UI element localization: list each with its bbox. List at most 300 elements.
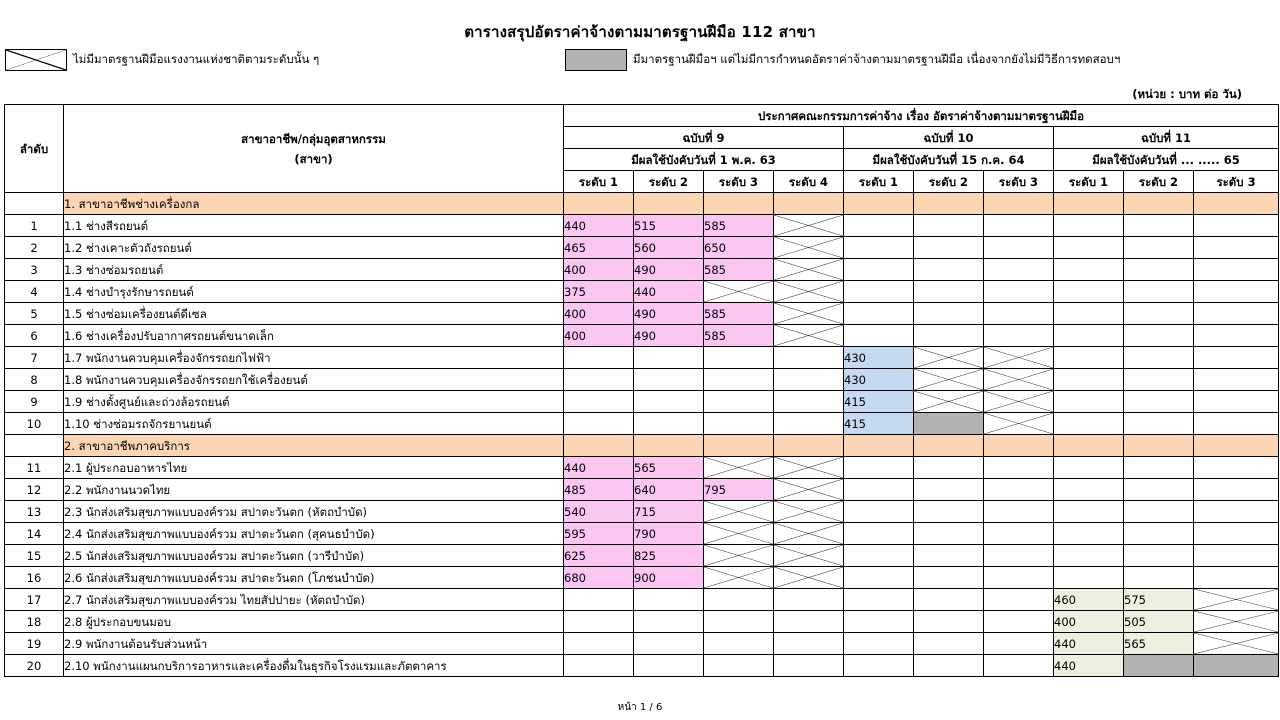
empty-cell [704,655,774,677]
empty-cell [984,325,1054,347]
table-row [5,237,1279,259]
empty-cell [564,369,634,391]
wage-value: 560 [634,237,704,259]
wage-value: 430 [844,369,914,391]
empty-cell [1124,237,1194,259]
branch-name: 2.2 พนักงานนวดไทย [64,479,564,501]
row-number: 7 [5,347,64,369]
header-issue-9: ฉบับที่ 9 [564,127,844,149]
section-no-cell [5,435,64,457]
row-number: 13 [5,501,64,523]
empty-cell [1194,281,1279,303]
wage-value: 565 [634,457,704,479]
empty-cell [984,215,1054,237]
header-level-3: ระดับ 3 [704,171,774,193]
table-body [5,193,1279,677]
row-number: 5 [5,303,64,325]
empty-cell [1194,567,1279,589]
wage-value: 795 [704,479,774,501]
section-fill-cell [1124,435,1194,457]
no-standard-cell [774,479,844,501]
cross-mark-icon [774,215,843,236]
header-level-2: ระดับ 2 [1124,171,1194,193]
empty-cell [1124,215,1194,237]
empty-cell [774,611,844,633]
row-number: 9 [5,391,64,413]
section-fill-cell [984,435,1054,457]
row-number: 18 [5,611,64,633]
empty-cell [1124,369,1194,391]
no-standard-cell [774,325,844,347]
cross-mark-icon [704,567,773,588]
table-row [5,567,1279,589]
empty-cell [914,501,984,523]
section-fill-cell [774,193,844,215]
section-fill-cell [844,435,914,457]
section-no-cell [5,193,64,215]
no-rate-cell [1124,655,1194,677]
empty-cell [564,413,634,435]
empty-cell [914,589,984,611]
empty-cell [564,655,634,677]
empty-cell [774,391,844,413]
cross-mark-icon [984,391,1053,412]
cross-mark-icon [704,457,773,478]
header-level-1: ระดับ 1 [844,171,914,193]
empty-cell [844,281,914,303]
no-standard-cell [704,281,774,303]
no-standard-cell [774,215,844,237]
wage-value: 640 [634,479,704,501]
empty-cell [914,655,984,677]
empty-cell [844,589,914,611]
no-rate-cell [1194,655,1279,677]
row-number: 11 [5,457,64,479]
wage-value: 400 [1054,611,1124,633]
row-number: 6 [5,325,64,347]
wage-value: 715 [634,501,704,523]
no-standard-cell [704,501,774,523]
wage-value: 375 [564,281,634,303]
table-row [5,545,1279,567]
empty-cell [984,259,1054,281]
section-fill-cell [634,193,704,215]
section-fill-cell [634,435,704,457]
empty-cell [984,457,1054,479]
branch-name: 2.3 นักส่งเสริมสุขภาพแบบองค์รวม สปาตะวันตก (หัตถบำบัด) [64,501,564,523]
page-title: ตารางสรุปอัตราค่าจ้างตามมาตรฐานฝีมือ 112 สาขา [464,23,816,41]
empty-cell [634,655,704,677]
empty-cell [844,325,914,347]
table-row [5,501,1279,523]
table-row [5,655,1279,677]
empty-cell [1124,457,1194,479]
empty-cell [774,589,844,611]
section-fill-cell [1054,435,1124,457]
wage-value: 650 [704,237,774,259]
empty-cell [1194,369,1279,391]
empty-cell [1124,479,1194,501]
row-number: 16 [5,567,64,589]
wage-value: 490 [634,303,704,325]
no-standard-cell [774,501,844,523]
row-number: 12 [5,479,64,501]
header-level-3: ระดับ 3 [984,171,1054,193]
empty-cell [984,589,1054,611]
branch-name: 2.8 ผู้ประกอบขนมอบ [64,611,564,633]
empty-cell [1054,567,1124,589]
wage-value: 505 [1124,611,1194,633]
table-row [5,325,1279,347]
no-standard-cell [1194,589,1279,611]
empty-cell [1054,303,1124,325]
wage-value: 440 [1054,633,1124,655]
table-row [5,215,1279,237]
empty-cell [634,611,704,633]
empty-cell [634,633,704,655]
empty-cell [1054,457,1124,479]
branch-name: 1.4 ช่างบำรุงรักษารถยนต์ [64,281,564,303]
cross-mark-icon [774,523,843,544]
wage-value: 595 [564,523,634,545]
empty-cell [914,545,984,567]
section-row [5,435,1279,457]
branch-name: 1.1 ช่างสีรถยนต์ [64,215,564,237]
no-standard-cell [1194,611,1279,633]
row-number: 20 [5,655,64,677]
empty-cell [1054,545,1124,567]
empty-cell [914,215,984,237]
empty-cell [844,611,914,633]
empty-cell [984,545,1054,567]
table-row [5,413,1279,435]
empty-cell [1124,325,1194,347]
wage-table [4,104,1279,677]
branch-name: 2.7 นักส่งเสริมสุขภาพแบบองค์รวม ไทยสัปปายะ (หัตถบำบัด) [64,589,564,611]
header-issue-10: ฉบับที่ 10 [844,127,1054,149]
empty-cell [914,237,984,259]
row-number: 1 [5,215,64,237]
empty-cell [984,479,1054,501]
cross-mark-icon [914,369,983,390]
cross-mark-icon [704,523,773,544]
cross-mark-icon [774,303,843,324]
row-number: 19 [5,633,64,655]
row-number: 3 [5,259,64,281]
table-row [5,303,1279,325]
no-standard-cell [774,259,844,281]
empty-cell [914,281,984,303]
empty-cell [774,655,844,677]
empty-cell [1194,479,1279,501]
empty-cell [1054,479,1124,501]
empty-cell [704,347,774,369]
branch-name: 2.4 นักส่งเสริมสุขภาพแบบองค์รวม สปาตะวันตก (สุคนธบำบัด) [64,523,564,545]
cross-mark-icon [1194,589,1278,610]
wage-value: 585 [704,215,774,237]
no-standard-cell [774,237,844,259]
empty-cell [844,479,914,501]
no-standard-cell [914,369,984,391]
no-standard-cell [984,369,1054,391]
branch-name: 2.6 นักส่งเสริมสุขภาพแบบองค์รวม สปาตะวันตก (โภชนบำบัด) [64,567,564,589]
wage-value: 825 [634,545,704,567]
empty-cell [1054,413,1124,435]
page-number: หน้า 1 / 6 [617,702,663,713]
empty-cell [1054,391,1124,413]
branch-name: 2.9 พนักงานต้อนรับส่วนหน้า [64,633,564,655]
cross-mark-icon [774,237,843,258]
no-standard-cell [774,457,844,479]
empty-cell [774,347,844,369]
empty-cell [844,523,914,545]
empty-cell [914,479,984,501]
legend-gray-label: มีมาตรฐานฝีมือฯ แต่ไม่มีการกำหนดอัตราค่าจ้างตามมาตรฐานฝีมือ เนื่องจากยังไม่มีวิธีการทดสอบฯ [633,52,1121,66]
row-number: 8 [5,369,64,391]
table-row [5,611,1279,633]
empty-cell [1124,523,1194,545]
no-standard-cell [704,567,774,589]
empty-cell [1194,237,1279,259]
table-row [5,391,1279,413]
empty-cell [984,611,1054,633]
empty-cell [984,237,1054,259]
wage-value: 515 [634,215,704,237]
empty-cell [984,281,1054,303]
empty-cell [704,391,774,413]
empty-cell [914,259,984,281]
empty-cell [1194,523,1279,545]
row-number: 15 [5,545,64,567]
empty-cell [984,523,1054,545]
section-fill-cell [564,193,634,215]
header-level-1: ระดับ 1 [564,171,634,193]
table-row [5,589,1279,611]
empty-cell [914,633,984,655]
empty-cell [564,589,634,611]
legend-gray [565,49,1120,71]
cross-mark-icon [914,347,983,368]
empty-cell [1054,325,1124,347]
cross-mark-icon [984,369,1053,390]
cross-mark-icon [774,567,843,588]
unit-label: (หน่วย : บาท ต่อ วัน) [1132,87,1242,101]
empty-cell [1194,347,1279,369]
wage-value: 790 [634,523,704,545]
wage-value: 585 [704,259,774,281]
branch-name: 1.8 พนักงานควบคุมเครื่องจักรรถยกใช้เครื่องยนต์ [64,369,564,391]
no-standard-cell [774,523,844,545]
row-number: 17 [5,589,64,611]
empty-cell [844,633,914,655]
no-standard-cell [914,347,984,369]
no-standard-cell [774,545,844,567]
empty-cell [634,391,704,413]
empty-cell [564,611,634,633]
empty-cell [1124,501,1194,523]
no-standard-cell [774,567,844,589]
empty-cell [1194,545,1279,567]
header-issue-11: ฉบับที่ 11 [1054,127,1279,149]
wage-value: 440 [564,215,634,237]
empty-cell [1054,369,1124,391]
wage-value: 400 [564,259,634,281]
branch-name: 1.10 ช่างซ่อมรถจักรยานยนต์ [64,413,564,435]
header-branch-label: สาขาอาชีพ/กลุ่มอุตสาหกรรม [241,131,386,146]
no-standard-cell [774,281,844,303]
wage-value: 585 [704,325,774,347]
no-standard-cell [914,391,984,413]
wage-value: 680 [564,567,634,589]
empty-cell [564,391,634,413]
cross-mark-icon [1194,611,1278,632]
cross-mark-icon [774,325,843,346]
cross-mark-icon [774,259,843,280]
section-fill-cell [914,193,984,215]
empty-cell [704,413,774,435]
branch-name: 2.5 นักส่งเสริมสุขภาพแบบองค์รวม สปาตะวันตก (วารีบำบัด) [64,545,564,567]
empty-cell [1124,347,1194,369]
wage-value: 415 [844,391,914,413]
empty-cell [984,501,1054,523]
cross-mark-icon [774,457,843,478]
row-number: 10 [5,413,64,435]
empty-cell [1054,501,1124,523]
section-fill-cell [1194,193,1279,215]
wage-value: 400 [564,325,634,347]
header-effective-9: มีผลใช้บังคับวันที่ 1 พ.ค. 63 [564,149,844,171]
empty-cell [704,611,774,633]
wage-value: 575 [1124,589,1194,611]
branch-name: 2.10 พนักงานแผนกบริการอาหารและเครื่องดื่มในธุรกิจโรงแรมและภัตตาคาร [64,655,564,677]
table-row [5,347,1279,369]
empty-cell [1194,501,1279,523]
section-fill-cell [914,435,984,457]
wage-value: 440 [564,457,634,479]
wage-value: 625 [564,545,634,567]
empty-cell [914,303,984,325]
empty-cell [914,611,984,633]
empty-cell [914,523,984,545]
header-level-1: ระดับ 1 [1054,171,1124,193]
cross-mark-icon [984,413,1053,434]
header-level-3: ระดับ 3 [1194,171,1279,193]
header-branch-sub: (สาขา) [294,151,333,166]
empty-cell [774,633,844,655]
branch-name: 1.7 พนักงานควบคุมเครื่องจักรรถยกไฟฟ้า [64,347,564,369]
no-standard-cell [704,457,774,479]
legend-gray-swatch [565,49,627,71]
cross-mark-icon [774,545,843,566]
no-standard-cell [984,413,1054,435]
wage-value: 415 [844,413,914,435]
empty-cell [844,303,914,325]
cross-mark-icon [774,479,843,500]
header-announcement: ประกาศคณะกรรมการค่าจ้าง เรื่อง อัตราค่าจ้างตามมาตรฐานฝีมือ [564,105,1279,127]
empty-cell [774,413,844,435]
empty-cell [914,567,984,589]
table-row [5,479,1279,501]
header-effective-11: มีผลใช้บังคับวันที่ ... ..... 65 [1054,149,1279,171]
empty-cell [1194,391,1279,413]
table-row [5,633,1279,655]
no-standard-cell [704,545,774,567]
section-fill-cell [1124,193,1194,215]
legend-cross-swatch [5,49,67,71]
wage-value: 485 [564,479,634,501]
wage-value: 400 [564,303,634,325]
wage-value: 465 [564,237,634,259]
wage-value: 440 [1054,655,1124,677]
empty-cell [704,633,774,655]
cross-mark-icon [704,501,773,522]
empty-cell [1194,413,1279,435]
section-fill-cell [704,193,774,215]
table-row [5,369,1279,391]
empty-cell [984,303,1054,325]
section-label: 1. สาขาอาชีพช่างเครื่องกล [64,193,564,215]
header-branch [64,105,564,193]
empty-cell [844,259,914,281]
empty-cell [844,501,914,523]
wage-value: 900 [634,567,704,589]
section-fill-cell [704,435,774,457]
section-label: 2. สาขาอาชีพภาคบริการ [64,435,564,457]
section-fill-cell [564,435,634,457]
wage-value: 430 [844,347,914,369]
row-number: 2 [5,237,64,259]
wage-value: 460 [1054,589,1124,611]
no-standard-cell [704,523,774,545]
branch-name: 2.1 ผู้ประกอบอาหารไทย [64,457,564,479]
empty-cell [1124,545,1194,567]
empty-cell [1124,567,1194,589]
table-row [5,259,1279,281]
empty-cell [1124,303,1194,325]
table-row [5,523,1279,545]
empty-cell [634,369,704,391]
empty-cell [844,655,914,677]
empty-cell [844,215,914,237]
branch-name: 1.5 ช่างซ่อมเครื่องยนต์ดีเซล [64,303,564,325]
table-row [5,457,1279,479]
section-row [5,193,1279,215]
empty-cell [1194,259,1279,281]
empty-cell [984,655,1054,677]
section-fill-cell [1054,193,1124,215]
empty-cell [1194,325,1279,347]
cross-mark-icon [774,281,843,302]
empty-cell [634,347,704,369]
empty-cell [1194,215,1279,237]
wage-value: 540 [564,501,634,523]
section-fill-cell [844,193,914,215]
no-rate-cell [914,413,984,435]
empty-cell [1124,281,1194,303]
empty-cell [634,589,704,611]
empty-cell [984,567,1054,589]
branch-name: 1.9 ช่างตั้งศูนย์และถ่วงล้อรถยนต์ [64,391,564,413]
section-fill-cell [984,193,1054,215]
section-fill-cell [774,435,844,457]
wage-value: 490 [634,259,704,281]
empty-cell [844,237,914,259]
wage-value: 490 [634,325,704,347]
empty-cell [914,457,984,479]
cross-mark-icon [914,391,983,412]
row-number: 4 [5,281,64,303]
empty-cell [634,413,704,435]
